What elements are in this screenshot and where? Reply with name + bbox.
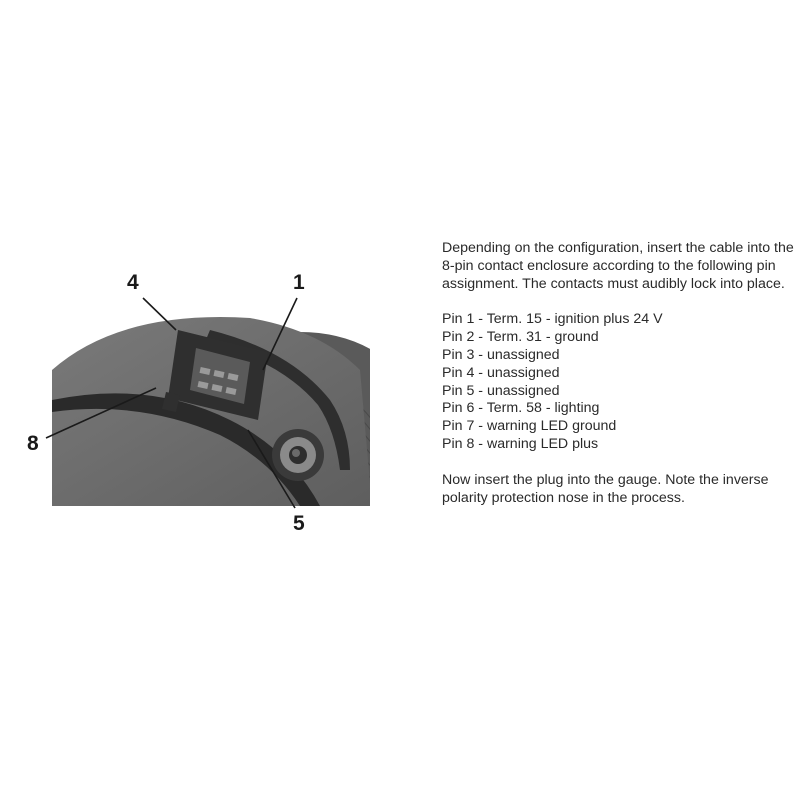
callout-4: 4 bbox=[127, 271, 139, 294]
pin-item-3: Pin 3 - unassigned bbox=[442, 346, 560, 363]
intro-paragraph: Depending on the configuration, insert the cable into the 8-pin contact enclosure according to the following pin assignment. The contacts must audibly lock into place. bbox=[442, 240, 794, 292]
outro-paragraph: Now insert the plug into the gauge. Note the inverse polarity protection nose in the process. bbox=[442, 471, 769, 506]
pin-item-6: Pin 6 - Term. 58 - lighting bbox=[442, 400, 600, 417]
pin-item-2: Pin 2 - Term. 31 - ground bbox=[442, 329, 599, 346]
pin-item-4: Pin 4 - unassigned bbox=[442, 364, 560, 381]
instructions-text bbox=[442, 240, 794, 507]
callout-8: 8 bbox=[27, 432, 39, 455]
pin-item-7: Pin 7 - warning LED ground bbox=[442, 418, 617, 435]
pin-item-8: Pin 8 - warning LED plus bbox=[442, 435, 599, 452]
callout-5: 5 bbox=[293, 512, 305, 535]
pin-item-1: Pin 1 - Term. 15 - ignition plus 24 V bbox=[442, 311, 663, 328]
pin-assignment-list bbox=[442, 311, 794, 453]
pin-item-5: Pin 5 - unassigned bbox=[442, 382, 560, 399]
callout-1: 1 bbox=[293, 271, 305, 294]
